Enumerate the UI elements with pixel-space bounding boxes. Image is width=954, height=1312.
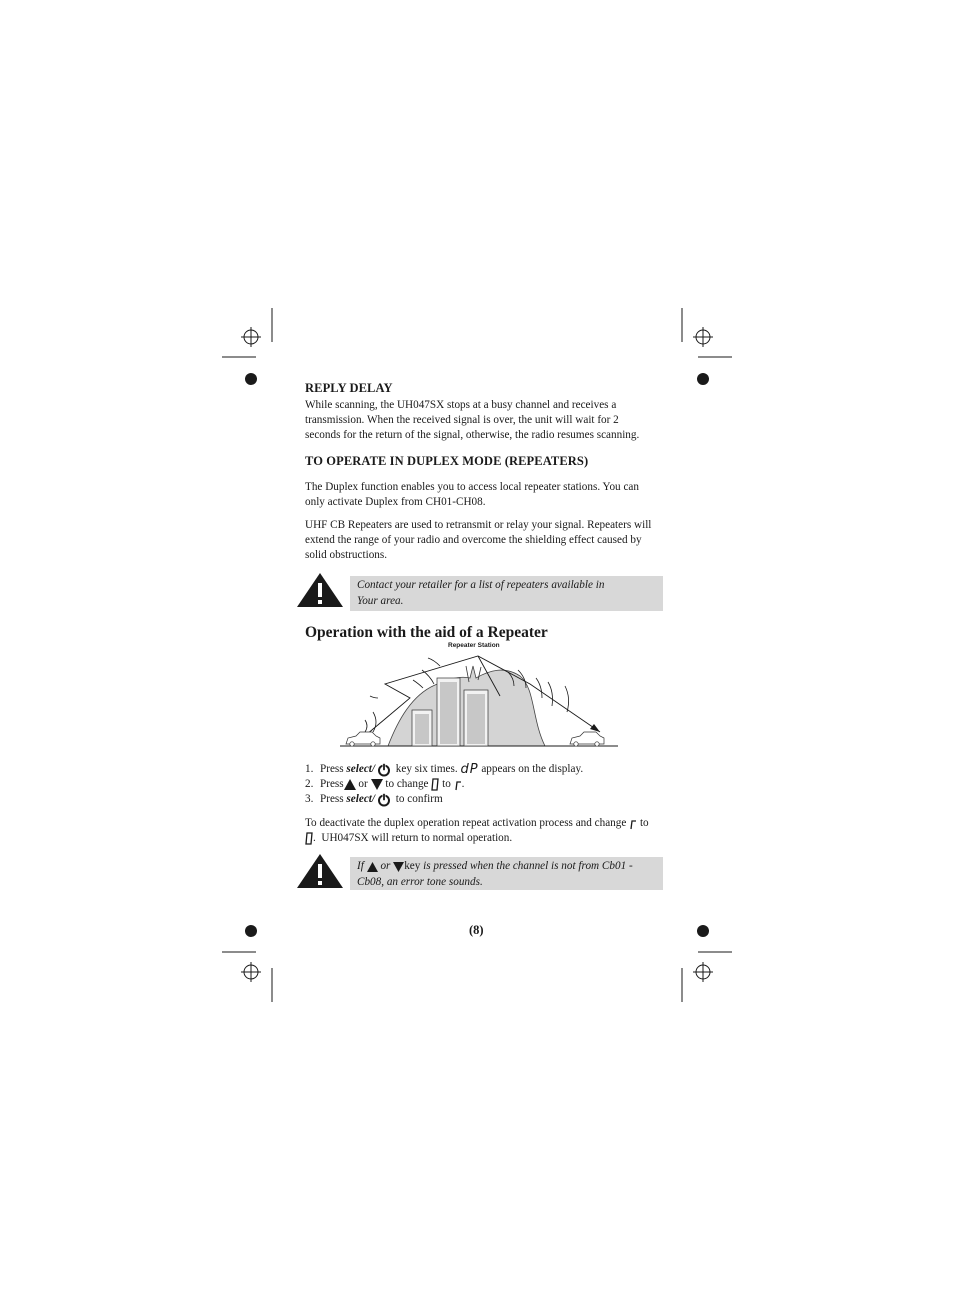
power-icon	[377, 793, 391, 807]
warning-triangle-icon	[296, 853, 344, 889]
segment-zero-icon	[431, 778, 439, 791]
text-line: UHF CB Repeaters are used to retransmit or relay your signal. Repeaters will	[305, 519, 652, 531]
step-number: 3.	[305, 793, 314, 805]
down-arrow-icon	[371, 779, 383, 790]
text-line: While scanning, the UH047SX stops at a busy channel and receives a	[305, 399, 617, 411]
segment-r-icon	[454, 778, 462, 791]
step-text: or	[355, 778, 371, 790]
duplex-intro-text	[305, 480, 665, 510]
deactivate-to: to	[637, 817, 649, 829]
error-tone-note	[350, 857, 663, 890]
retailer-note	[350, 576, 663, 611]
step-3	[305, 792, 583, 807]
step-1	[305, 762, 583, 777]
note-line: Contact your retailer for a list of repeaters available in	[357, 579, 605, 591]
step-text: Press	[320, 793, 347, 805]
text-line	[305, 816, 649, 831]
reply-delay-heading: REPLY DELAY	[305, 381, 393, 395]
duplex-heading: TO OPERATE IN DUPLEX MODE (REPEATERS)	[305, 454, 589, 468]
up-arrow-icon	[344, 779, 356, 790]
segment-r-icon	[629, 817, 637, 830]
step-2	[305, 777, 583, 792]
note-line: Cb08, an error tone sounds.	[357, 875, 483, 888]
duplex-repeaters-text	[305, 518, 665, 563]
deactivate-line-2: . UH047SX will return to normal operation.	[313, 832, 513, 844]
step-text: to confirm	[393, 793, 443, 805]
note-line: Your area.	[357, 594, 404, 607]
text-line: solid obstructions.	[305, 549, 388, 561]
text-line: seconds for the return of the signal, otherwise, the radio resumes scanning.	[305, 429, 640, 441]
text-line	[305, 831, 649, 846]
deactivate-text	[305, 816, 649, 846]
power-icon	[377, 763, 391, 777]
note-text: is pressed when the channel is not from Cb01 -	[420, 860, 633, 872]
steps-list	[305, 762, 583, 807]
text-line: only activate Duplex from CH01-CH08.	[305, 496, 486, 508]
select-key-label: select/	[346, 763, 375, 775]
step-text: Press	[320, 778, 344, 790]
note-text: or	[377, 860, 394, 872]
warning-triangle-icon	[296, 572, 344, 608]
step-text: .	[461, 778, 465, 790]
step-text: key six times.	[393, 763, 461, 775]
repeater-diagram	[340, 640, 620, 752]
segment-zero-icon	[305, 832, 313, 845]
up-arrow-icon	[367, 862, 378, 872]
text-line: extend the range of your radio and overcome the shielding effect caused by	[305, 534, 642, 546]
repeater-station-label: Repeater Station	[448, 642, 500, 649]
step-text: to change	[382, 778, 432, 790]
note-text: If	[357, 860, 367, 872]
reply-delay-text	[305, 398, 665, 443]
down-arrow-icon	[393, 862, 404, 872]
step-number: 1.	[305, 763, 314, 775]
text-line: transmission. When the received signal is over, the unit will wait for 2	[305, 414, 619, 426]
select-key-label: select/	[346, 793, 375, 805]
step-text: appears on the display.	[478, 763, 584, 775]
step-number: 2.	[305, 778, 314, 790]
page-number: (8)	[469, 923, 484, 937]
repeater-illustration	[340, 640, 620, 752]
duplex-display-symbol: dP	[460, 762, 479, 777]
step-text: Press	[320, 763, 347, 775]
note-line	[357, 859, 663, 875]
note-key: key	[404, 860, 421, 872]
operation-title: Operation with the aid of a Repeater	[305, 624, 548, 641]
deactivate-line-1: To deactivate the duplex operation repeat activation process and change	[305, 817, 630, 829]
text-line: The Duplex function enables you to access local repeater stations. You can	[305, 481, 639, 493]
step-text: to	[439, 778, 454, 790]
